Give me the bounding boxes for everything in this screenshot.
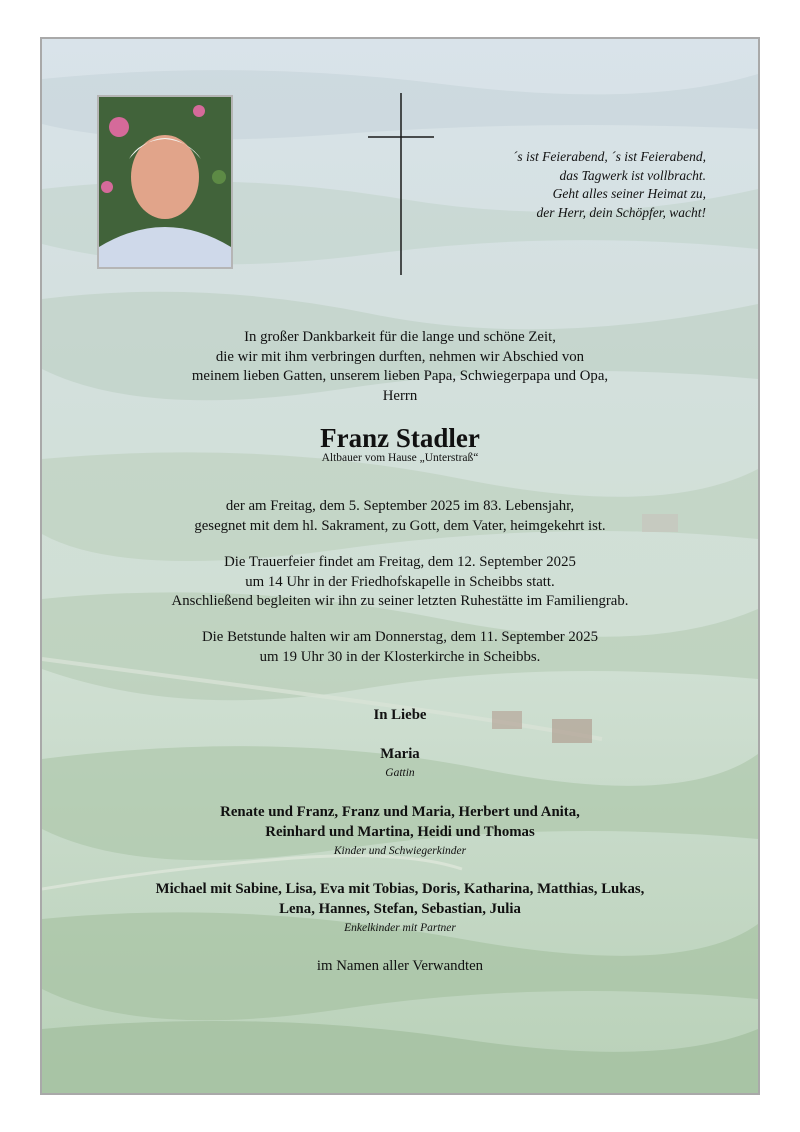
spouse-role: Gattin bbox=[385, 767, 415, 779]
funeral-notice: Die Trauerfeier findet am Freitag, dem 12. September 2025 um 14 Uhr in der Friedhofskapelle in Scheibbs statt. Anschließend begleiten wir ihn zu seiner letzten Ruhestätte im Familiengrab. bbox=[171, 554, 629, 609]
grandchildren-role: Enkelkinder mit Partner bbox=[344, 922, 456, 934]
portrait-photo bbox=[97, 95, 233, 269]
spouse-name: Maria bbox=[380, 746, 420, 762]
poem-line: ´s ist Feierabend, ´s ist Feierabend, bbox=[512, 149, 706, 164]
death-notice: der am Freitag, dem 5. September 2025 im 83. Lebensjahr, gesegnet mit dem hl. Sakrament, zu Gott, dem Vater, heimgekehrt ist. bbox=[194, 498, 606, 534]
closing-text: im Namen aller Verwandten bbox=[316, 958, 484, 974]
poem-line: das Tagwerk ist vollbracht. bbox=[559, 167, 706, 183]
poem-line: der Herr, dein Schöpfer, wacht! bbox=[536, 204, 706, 220]
poem bbox=[406, 148, 706, 222]
intro-text: In großer Dankbarkeit für die lange und schöne Zeit, die wir mit ihm verbringen durften, nehmen wir Abschied von meinem lieben Gatten, unserem lieben Papa, Schwiegerpapa und Opa, Herrn bbox=[191, 329, 609, 404]
deceased-subtitle: Altbauer vom Hause „Unterstraß“ bbox=[321, 452, 479, 464]
prayer-notice: Die Betstunde halten wir am Donnerstag, dem 11. September 2025 um 19 Uhr 30 in der Klosterkirche in Scheibbs. bbox=[202, 629, 598, 665]
obituary-card bbox=[40, 37, 760, 1095]
children-names: Renate und Franz, Franz und Maria, Herbert und Anita, Reinhard und Martina, Heidi und Thomas bbox=[220, 804, 580, 840]
deceased-name: Franz Stadler bbox=[320, 423, 480, 453]
mourners-heading: In Liebe bbox=[373, 707, 427, 723]
children-role: Kinder und Schwiegerkinder bbox=[333, 845, 467, 857]
poem-line: Geht alles seiner Heimat zu, bbox=[552, 186, 706, 201]
grandchildren-names: Michael mit Sabine, Lisa, Eva mit Tobias, Doris, Katharina, Matthias, Lukas, Lena, Hannes, Stefan, Sebastian, Julia bbox=[155, 881, 645, 917]
